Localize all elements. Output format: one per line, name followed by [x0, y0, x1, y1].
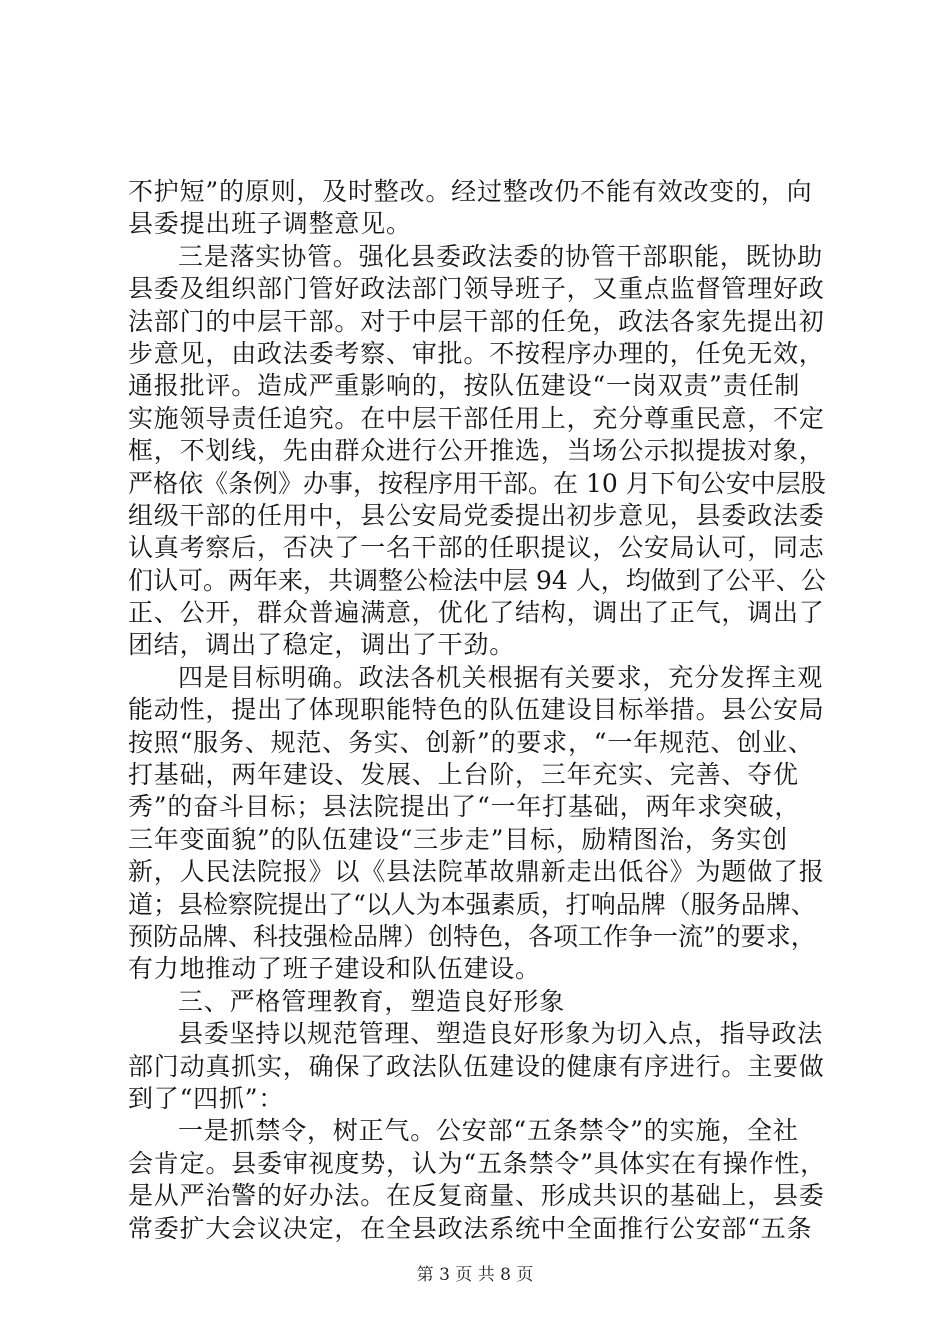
text-line: 严格依《条例》办事，按程序用干部。在 10 月下旬公安中层股	[128, 468, 826, 498]
text-line: 县委及组织部门管好政法部门领导班子，又重点监督管理好政	[128, 274, 825, 304]
text-line: 有力地推动了班子建设和队伍建设。	[128, 954, 541, 984]
text-line: 三年变面貌”的队伍建设“三步走”目标，励精图治，务实创	[128, 824, 788, 854]
text-line: 一是抓禁令，树正气。公安部“五条禁令”的实施，全社	[178, 1116, 799, 1146]
text-line: 到了“四抓”：	[128, 1083, 285, 1113]
text-line: 三是落实协管。强化县委政法委的协管干部职能，既协助	[178, 241, 824, 271]
text-line: 框，不划线，先由群众进行公开推选，当场公示拟提拔对象，	[128, 436, 825, 466]
text-line: 通报批评。造成严重影响的，按队伍建设“一岗双责”责任制	[128, 371, 801, 401]
text-line: 部门动真抓实，确保了政法队伍建设的健康有序进行。主要做	[128, 1051, 825, 1081]
text-line: 组级干部的任用中，县公安局党委提出初步意见，县委政法委	[128, 500, 825, 530]
text-line: 三、严格管理教育，塑造良好形象	[178, 986, 566, 1016]
text-line: 县委坚持以规范管理、塑造良好形象为切入点，指导政法	[178, 1019, 824, 1049]
text-line: 认真考察后，否决了一名干部的任职提议，公安局认可，同志	[128, 533, 825, 563]
page-footer: 第 3 页 共 8 页	[416, 1265, 534, 1285]
text-line: 是从严治警的好办法。在反复商量、形成共识的基础上，县委	[128, 1181, 825, 1211]
text-line: 们认可。两年来，共调整公检法中层 94 人，均做到了公平、公	[128, 565, 826, 595]
text-line: 新，人民法院报》以《县法院革故鼎新走出低谷》为题做了报	[128, 857, 825, 887]
text-line: 正、公开，群众普遍满意，优化了结构，调出了正气，调出了	[128, 598, 825, 628]
text-line: 县委提出班子调整意见。	[128, 209, 412, 239]
text-line: 秀”的奋斗目标；县法院提出了“一年打基础，两年求突破，	[128, 792, 801, 822]
text-line: 步意见，由政法委考察、审批。不按程序办理的，任免无效，	[128, 338, 825, 368]
text-line: 不护短”的原则，及时整改。经过整改仍不能有效改变的，向	[128, 177, 813, 206]
text-line: 能动性，提出了体现职能特色的队伍建设目标举措。县公安局	[128, 695, 825, 725]
text-line: 四是目标明确。政法各机关根据有关要求，充分发挥主观	[178, 662, 824, 692]
text-line: 团结，调出了稳定，调出了干劲。	[128, 630, 516, 660]
text-line: 实施领导责任追究。在中层干部任用上，充分尊重民意，不定	[128, 403, 825, 433]
text-line: 道；县检察院提出了“以人为本强素质，打响品牌（服务品牌、	[128, 889, 816, 919]
text-line: 打基础，两年建设、发展、上台阶，三年充实、完善、夺优	[128, 760, 799, 790]
text-line: 会肯定。县委审视度势，认为“五条禁令”具体实在有操作性，	[128, 1148, 826, 1178]
text-line: 按照“服务、规范、务实、创新”的要求，“一年规范、创业、	[128, 727, 814, 757]
text-line: 常委扩大会议决定，在全县政法系统中全面推行公安部“五条	[128, 1213, 813, 1243]
text-line: 预防品牌、科技强检品牌）创特色，各项工作争一流”的要求，	[128, 921, 816, 951]
text-line: 法部门的中层干部。对于中层干部的任免，政法各家先提出初	[128, 306, 825, 336]
document-body	[128, 176, 834, 1245]
